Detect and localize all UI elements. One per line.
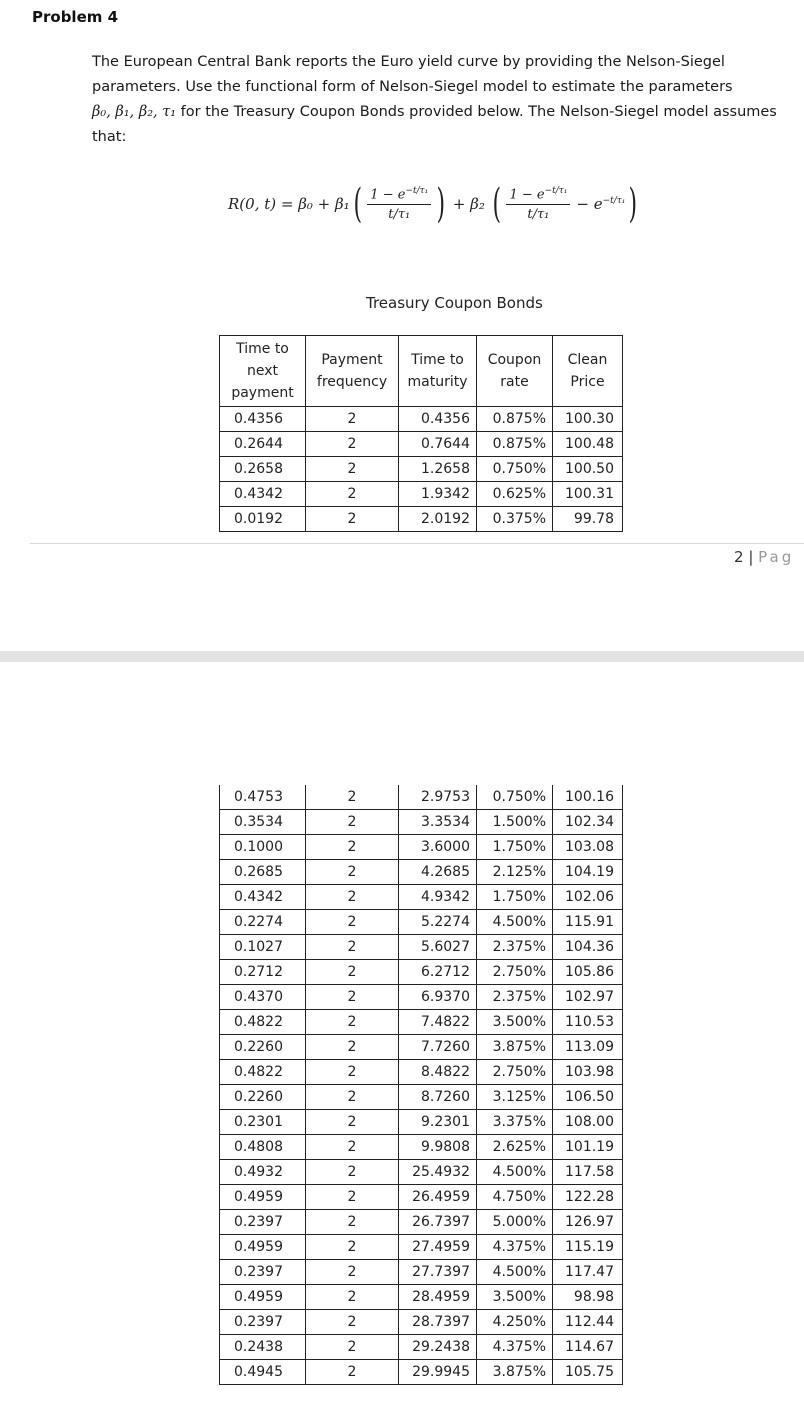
fraction-2-num-base: 1 − e	[509, 187, 545, 203]
cell-time-to-maturity: 8.7260	[399, 1085, 477, 1110]
cell-time-to-next-payment: 0.4932	[220, 1160, 306, 1185]
cell-payment-frequency: 2	[306, 1035, 399, 1060]
cell-coupon-rate: 1.750%	[477, 885, 553, 910]
table-row	[220, 960, 623, 985]
cell-time-to-next-payment: 0.4753	[220, 785, 306, 810]
page-footer-divider	[30, 543, 804, 544]
cell-time-to-maturity: 0.4356	[399, 407, 477, 432]
fraction-1-denominator: t/τ₁	[388, 207, 411, 223]
cell-clean-price: 105.75	[553, 1360, 623, 1385]
cell-payment-frequency: 2	[306, 1210, 399, 1235]
cell-coupon-rate: 3.500%	[477, 1285, 553, 1310]
cell-coupon-rate: 4.500%	[477, 1260, 553, 1285]
table-row	[220, 507, 623, 532]
equation-beta2-term: + β₂	[452, 195, 485, 213]
page-label: Pag	[758, 548, 795, 566]
cell-coupon-rate: 4.500%	[477, 1160, 553, 1185]
cell-time-to-next-payment: 0.2260	[220, 1085, 306, 1110]
cell-coupon-rate: 2.375%	[477, 985, 553, 1010]
table-row	[220, 785, 623, 810]
cell-time-to-next-payment: 0.4808	[220, 1135, 306, 1160]
cell-time-to-next-payment: 0.4822	[220, 1010, 306, 1035]
cell-time-to-maturity: 0.7644	[399, 432, 477, 457]
cell-payment-frequency: 2	[306, 935, 399, 960]
cell-time-to-maturity: 29.2438	[399, 1335, 477, 1360]
cell-clean-price: 114.67	[553, 1335, 623, 1360]
cell-payment-frequency: 2	[306, 1285, 399, 1310]
cell-payment-frequency: 2	[306, 835, 399, 860]
cell-payment-frequency: 2	[306, 1085, 399, 1110]
cell-payment-frequency: 2	[306, 1135, 399, 1160]
parameter-list: β₀, β₁, β₂, τ₁	[92, 104, 177, 120]
cell-coupon-rate: 1.500%	[477, 810, 553, 835]
cell-clean-price: 103.98	[553, 1060, 623, 1085]
cell-coupon-rate: 3.375%	[477, 1110, 553, 1135]
cell-clean-price: 100.48	[553, 432, 623, 457]
cell-coupon-rate: 5.000%	[477, 1210, 553, 1235]
cell-coupon-rate: 2.750%	[477, 960, 553, 985]
cell-payment-frequency: 2	[306, 1260, 399, 1285]
cell-time-to-next-payment: 0.2397	[220, 1310, 306, 1335]
cell-clean-price: 100.16	[553, 785, 623, 810]
intro-line-3-text: for the Treasury Coupon Bonds provided below. The Nelson-Siegel model assumes	[176, 104, 777, 120]
cell-payment-frequency: 2	[306, 482, 399, 507]
cell-clean-price: 104.36	[553, 935, 623, 960]
cell-coupon-rate: 2.750%	[477, 1060, 553, 1085]
cell-payment-frequency: 2	[306, 1310, 399, 1335]
cell-time-to-next-payment: 0.4356	[220, 407, 306, 432]
cell-time-to-maturity: 9.2301	[399, 1110, 477, 1135]
cell-time-to-maturity: 26.4959	[399, 1185, 477, 1210]
table-row	[220, 407, 623, 432]
cell-time-to-next-payment: 0.2438	[220, 1335, 306, 1360]
fraction-1	[367, 186, 431, 222]
table-row	[220, 1010, 623, 1035]
cell-payment-frequency: 2	[306, 1060, 399, 1085]
left-paren: (	[353, 181, 362, 227]
cell-coupon-rate: 3.500%	[477, 1010, 553, 1035]
header-coupon-rate: Coupon rate	[477, 336, 553, 407]
cell-clean-price: 115.91	[553, 910, 623, 935]
cell-coupon-rate: 1.750%	[477, 835, 553, 860]
intro-paragraph	[92, 50, 804, 150]
cell-time-to-maturity: 5.6027	[399, 935, 477, 960]
cell-time-to-maturity: 6.2712	[399, 960, 477, 985]
header-time-to-maturity: Time to maturity	[399, 336, 477, 407]
cell-payment-frequency: 2	[306, 1360, 399, 1385]
table-row	[220, 935, 623, 960]
cell-clean-price: 100.30	[553, 407, 623, 432]
cell-coupon-rate: 0.750%	[477, 457, 553, 482]
cell-coupon-rate: 4.500%	[477, 910, 553, 935]
cell-clean-price: 126.97	[553, 1210, 623, 1235]
table-header-row	[220, 336, 623, 407]
cell-coupon-rate: 2.625%	[477, 1135, 553, 1160]
cell-time-to-next-payment: 0.2274	[220, 910, 306, 935]
fraction-1-exponent: −t/τ₁	[405, 185, 429, 196]
table-row	[220, 1085, 623, 1110]
cell-clean-price: 100.31	[553, 482, 623, 507]
table-row	[220, 1285, 623, 1310]
cell-coupon-rate: 0.375%	[477, 507, 553, 532]
cell-time-to-next-payment: 0.2260	[220, 1035, 306, 1060]
cell-payment-frequency: 2	[306, 1185, 399, 1210]
cell-coupon-rate: 2.375%	[477, 935, 553, 960]
cell-time-to-maturity: 3.6000	[399, 835, 477, 860]
cell-payment-frequency: 2	[306, 885, 399, 910]
cell-time-to-maturity: 28.7397	[399, 1310, 477, 1335]
table-row	[220, 860, 623, 885]
cell-coupon-rate: 3.125%	[477, 1085, 553, 1110]
page-footer	[734, 548, 794, 566]
cell-clean-price: 112.44	[553, 1310, 623, 1335]
cell-time-to-maturity: 9.9808	[399, 1135, 477, 1160]
cell-payment-frequency: 2	[306, 432, 399, 457]
cell-clean-price: 102.97	[553, 985, 623, 1010]
cell-clean-price: 117.58	[553, 1160, 623, 1185]
cell-time-to-next-payment: 0.4342	[220, 482, 306, 507]
cell-clean-price: 108.00	[553, 1110, 623, 1135]
table-row	[220, 432, 623, 457]
cell-time-to-next-payment: 0.2658	[220, 457, 306, 482]
cell-time-to-next-payment: 0.2712	[220, 960, 306, 985]
table-row	[220, 1210, 623, 1235]
table-row	[220, 1260, 623, 1285]
table-row	[220, 1160, 623, 1185]
cell-payment-frequency: 2	[306, 860, 399, 885]
table-row	[220, 457, 623, 482]
cell-time-to-next-payment: 0.2397	[220, 1210, 306, 1235]
cell-clean-price: 104.19	[553, 860, 623, 885]
cell-time-to-maturity: 28.4959	[399, 1285, 477, 1310]
cell-payment-frequency: 2	[306, 985, 399, 1010]
cell-time-to-maturity: 27.7397	[399, 1260, 477, 1285]
cell-clean-price: 101.19	[553, 1135, 623, 1160]
header-time-to-next-payment: Time to next payment	[220, 336, 306, 407]
cell-time-to-next-payment: 0.3534	[220, 810, 306, 835]
cell-clean-price: 115.19	[553, 1235, 623, 1260]
cell-time-to-next-payment: 0.1000	[220, 835, 306, 860]
cell-coupon-rate: 2.125%	[477, 860, 553, 885]
intro-line-2: parameters. Use the functional form of Nelson-Siegel model to estimate the parameters	[92, 79, 733, 95]
table-row	[220, 1060, 623, 1085]
problem-title: Problem 4	[32, 8, 119, 26]
tail-base: − e	[576, 195, 603, 213]
right-paren: )	[436, 181, 446, 227]
cell-time-to-maturity: 2.9753	[399, 785, 477, 810]
cell-payment-frequency: 2	[306, 1335, 399, 1360]
nelson-siegel-equation	[228, 174, 641, 234]
cell-coupon-rate: 4.375%	[477, 1335, 553, 1360]
cell-payment-frequency: 2	[306, 457, 399, 482]
fraction-1-num-base: 1 − e	[370, 187, 406, 203]
table-row	[220, 1110, 623, 1135]
cell-payment-frequency: 2	[306, 1235, 399, 1260]
equation-tail	[576, 195, 625, 213]
table-row	[220, 1135, 623, 1160]
cell-time-to-next-payment: 0.4342	[220, 885, 306, 910]
page-number: 2	[734, 548, 744, 566]
cell-coupon-rate: 3.875%	[477, 1035, 553, 1060]
cell-time-to-maturity: 7.7260	[399, 1035, 477, 1060]
table-row	[220, 1035, 623, 1060]
page-separator: |	[748, 548, 754, 566]
cell-payment-frequency: 2	[306, 1010, 399, 1035]
cell-coupon-rate: 4.250%	[477, 1310, 553, 1335]
cell-time-to-maturity: 6.9370	[399, 985, 477, 1010]
cell-time-to-maturity: 4.2685	[399, 860, 477, 885]
cell-coupon-rate: 3.875%	[477, 1360, 553, 1385]
fraction-2	[506, 186, 570, 222]
cell-payment-frequency: 2	[306, 1160, 399, 1185]
cell-coupon-rate: 4.750%	[477, 1185, 553, 1210]
intro-line-1: The European Central Bank reports the Euro yield curve by providing the Nelson-Siegel	[92, 54, 725, 70]
table-title: Treasury Coupon Bonds	[366, 294, 543, 312]
cell-coupon-rate: 0.750%	[477, 785, 553, 810]
cell-clean-price: 106.50	[553, 1085, 623, 1110]
table-row	[220, 1310, 623, 1335]
cell-clean-price: 103.08	[553, 835, 623, 860]
table-row	[220, 985, 623, 1010]
bonds-table-page1	[219, 335, 623, 532]
header-payment-frequency: Payment frequency	[306, 336, 399, 407]
cell-time-to-maturity: 1.9342	[399, 482, 477, 507]
cell-clean-price: 102.34	[553, 810, 623, 835]
bonds-table-page2	[219, 785, 623, 1385]
cell-clean-price: 98.98	[553, 1285, 623, 1310]
cell-time-to-next-payment: 0.4370	[220, 985, 306, 1010]
cell-clean-price: 110.53	[553, 1010, 623, 1035]
cell-payment-frequency: 2	[306, 785, 399, 810]
cell-time-to-next-payment: 0.4959	[220, 1285, 306, 1310]
table-row	[220, 910, 623, 935]
cell-coupon-rate: 0.875%	[477, 407, 553, 432]
cell-clean-price: 117.47	[553, 1260, 623, 1285]
cell-time-to-maturity: 8.4822	[399, 1060, 477, 1085]
equation-lhs: R(0, t) = β₀ + β₁	[228, 195, 350, 213]
cell-payment-frequency: 2	[306, 407, 399, 432]
header-clean-price: Clean Price	[553, 336, 623, 407]
fraction-2-numerator	[506, 186, 570, 205]
page-break	[0, 651, 804, 662]
cell-clean-price: 100.50	[553, 457, 623, 482]
cell-coupon-rate: 0.875%	[477, 432, 553, 457]
table-row	[220, 1185, 623, 1210]
cell-time-to-maturity: 2.0192	[399, 507, 477, 532]
cell-time-to-maturity: 26.7397	[399, 1210, 477, 1235]
cell-payment-frequency: 2	[306, 810, 399, 835]
cell-payment-frequency: 2	[306, 960, 399, 985]
intro-line-4: that:	[92, 129, 127, 145]
cell-time-to-maturity: 3.3534	[399, 810, 477, 835]
cell-time-to-next-payment: 0.2644	[220, 432, 306, 457]
intro-line-3	[92, 100, 804, 125]
tail-exponent: −t/τ₁	[602, 196, 626, 206]
fraction-2-denominator: t/τ₁	[527, 207, 550, 223]
table-row	[220, 835, 623, 860]
cell-clean-price: 122.28	[553, 1185, 623, 1210]
cell-payment-frequency: 2	[306, 507, 399, 532]
table-row	[220, 885, 623, 910]
cell-time-to-next-payment: 0.0192	[220, 507, 306, 532]
cell-time-to-next-payment: 0.2301	[220, 1110, 306, 1135]
table-row	[220, 810, 623, 835]
table-row	[220, 1235, 623, 1260]
cell-payment-frequency: 2	[306, 1110, 399, 1135]
cell-time-to-next-payment: 0.4945	[220, 1360, 306, 1385]
right-paren-2: )	[628, 181, 638, 227]
cell-coupon-rate: 4.375%	[477, 1235, 553, 1260]
cell-time-to-maturity: 27.4959	[399, 1235, 477, 1260]
cell-clean-price: 113.09	[553, 1035, 623, 1060]
table-row	[220, 482, 623, 507]
cell-clean-price: 102.06	[553, 885, 623, 910]
cell-time-to-maturity: 4.9342	[399, 885, 477, 910]
table-row	[220, 1360, 623, 1385]
cell-time-to-next-payment: 0.4959	[220, 1185, 306, 1210]
fraction-1-numerator	[367, 186, 431, 205]
cell-time-to-maturity: 5.2274	[399, 910, 477, 935]
cell-time-to-maturity: 1.2658	[399, 457, 477, 482]
cell-time-to-maturity: 29.9945	[399, 1360, 477, 1385]
cell-time-to-maturity: 7.4822	[399, 1010, 477, 1035]
cell-clean-price: 99.78	[553, 507, 623, 532]
left-paren-2: (	[492, 181, 501, 227]
cell-time-to-next-payment: 0.4959	[220, 1235, 306, 1260]
cell-time-to-next-payment: 0.1027	[220, 935, 306, 960]
cell-payment-frequency: 2	[306, 910, 399, 935]
table-row	[220, 1335, 623, 1360]
cell-time-to-maturity: 25.4932	[399, 1160, 477, 1185]
fraction-2-exponent: −t/τ₁	[544, 185, 568, 196]
cell-time-to-next-payment: 0.2685	[220, 860, 306, 885]
cell-coupon-rate: 0.625%	[477, 482, 553, 507]
cell-clean-price: 105.86	[553, 960, 623, 985]
cell-time-to-next-payment: 0.4822	[220, 1060, 306, 1085]
cell-time-to-next-payment: 0.2397	[220, 1260, 306, 1285]
